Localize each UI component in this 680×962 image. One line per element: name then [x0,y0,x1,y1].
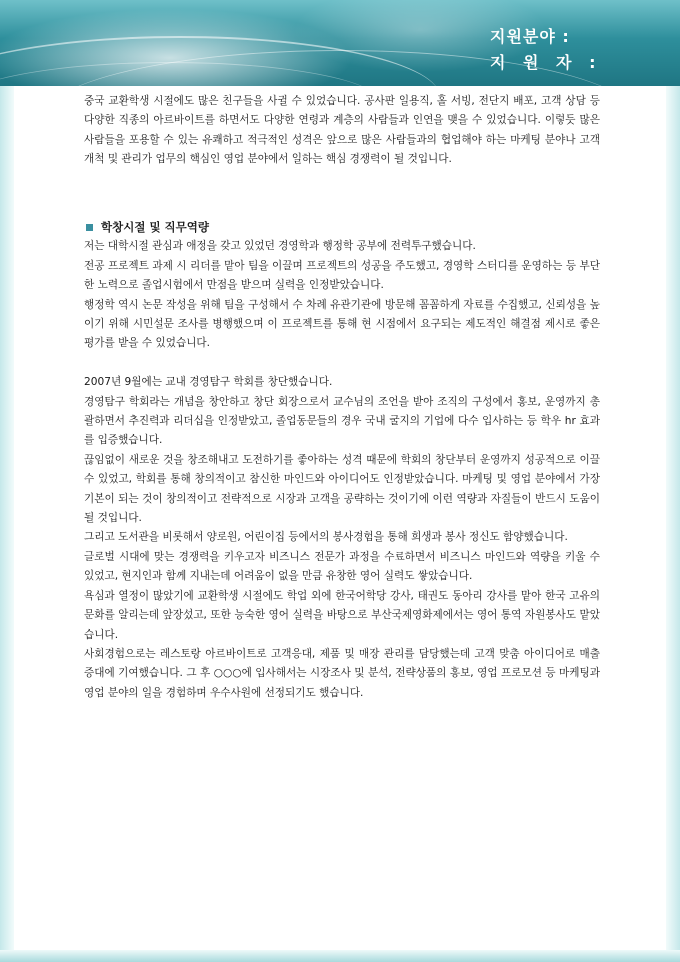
bottom-border [0,950,680,962]
page-header [0,0,680,86]
section-heading-text: 학창시절 및 직무역량 [101,220,209,235]
paragraph: 전공 프로젝트 과제 시 리더를 맡아 팀을 이끌며 프로젝트의 성공을 주도했고, 경영학 스터디를 운영하는 등 부단한 노력으로 졸업시험에서 만점을 받으며 실력을 인정받았습니다. [84,259,600,292]
intro-paragraph: 중국 교환학생 시절에도 많은 친구들을 사귈 수 있었습니다. 공사판 일용직, 홀 서빙, 전단지 배포, 고객 상담 등 다양한 직종의 아르바이트를 하면서도 다양한 연령과 계층의 사람들과 인연을 맺을 수 있었습니다. 이렇듯 많은 사람들을 포용할 수 있는 유쾌하고 적극적인 성격은 앞으로 많은 사람들과의 협업해야 하는 마케팅 분야나 고객개척 및 관리가 업무의 핵심인 영업 분야에서 일하는 핵심 경쟁력이 될 것입니다. [84,95,600,166]
field-label: 지원분야 : [490,27,570,46]
right-border [666,86,680,962]
paragraph: 행정학 역시 논문 작성을 위해 팀을 구성해서 수 차례 유관기관에 방문해 꼼꼼하게 자료를 수집했고, 신뢰성을 높이기 위해 시민설문 조사를 병행했으며 이 프로젝트를 통해 현 시점에서 요구되는 제도적인 해결점 제시로 좋은 평가를 받을 수 있었습니다. [84,298,600,350]
paragraph: 글로벌 시대에 맞는 경쟁력을 키우고자 비즈니스 전문가 과정을 수료하면서 비즈니스 마인드와 역량을 키울 수 있었고, 현지인과 함께 지내는데 어려움이 없을 만큼 유창한 영어 실력도 쌓았습니다. [84,550,600,583]
paragraph: 2007년 9월에는 교내 경영탐구 학회를 창단했습니다. [84,376,333,389]
paragraph: 사회경험으로는 레스토랑 아르바이트로 고객응대, 제품 및 매장 관리를 담당했는데 고객 맞춤 아이디어로 매출 증대에 기여했습니다. 그 후 ○○○에 입사해서는 시장조사 및 분석, 전략상품의 홍보, 영업 프로모션 등 마케팅과 영업 분야의 일을 경험하며 우수사원에 선정되기도 했습니다. [84,647,600,699]
paragraph: 경영탐구 학회라는 개념을 창안하고 창단 회장으로서 교수님의 조언을 받아 조직의 구성에서 홍보, 운영까지 총괄하면서 추진력과 리더십을 인정받았고, 졸업동문들의 경우 국내 굴지의 기업에 다수 입사하는 등 학우 hr 효과를 입증했습니다. [84,395,600,447]
paragraph: 저는 대학시절 관심과 애정을 갖고 있었던 경영학과 행정학 공부에 전력투구했습니다. [84,240,476,253]
document-body [84,92,600,703]
left-border [0,86,14,962]
square-bullet-icon [86,224,93,231]
paragraph: 끊임없이 새로운 것을 창조해내고 도전하기를 좋아하는 성격 때문에 학회의 창단부터 운영까지 성공적으로 이끌 수 있었고, 학회를 통해 창의적이고 참신한 마인드와 아이디어도 인정받았습니다. 마케팅 및 영업 분야에서 가장 기본이 되는 것이 창의적이고 전략적으로 시장과 고객을 공략하는 것이기에 이런 역량과 자질들이 반드시 도움이 될 것입니다. [84,453,600,525]
paragraph: 욕심과 열정이 많았기에 교환학생 시절에도 학업 외에 한국어학당 강사, 태권도 동아리 강사를 맡아 한국 고유의 문화를 알리는데 앞장섰고, 또한 능숙한 영어 실력을 바탕으로 부산국제영화제에서는 영어 통역 자원봉사도 맡았습니다. [84,589,600,641]
section-heading [84,218,600,237]
paragraph: 그리고 도서관을 비롯해서 양로원, 어린이집 등에서의 봉사경험을 통해 희생과 봉사 정신도 함양했습니다. [84,531,568,544]
applicant-label: 지 원 자 : [490,53,602,72]
